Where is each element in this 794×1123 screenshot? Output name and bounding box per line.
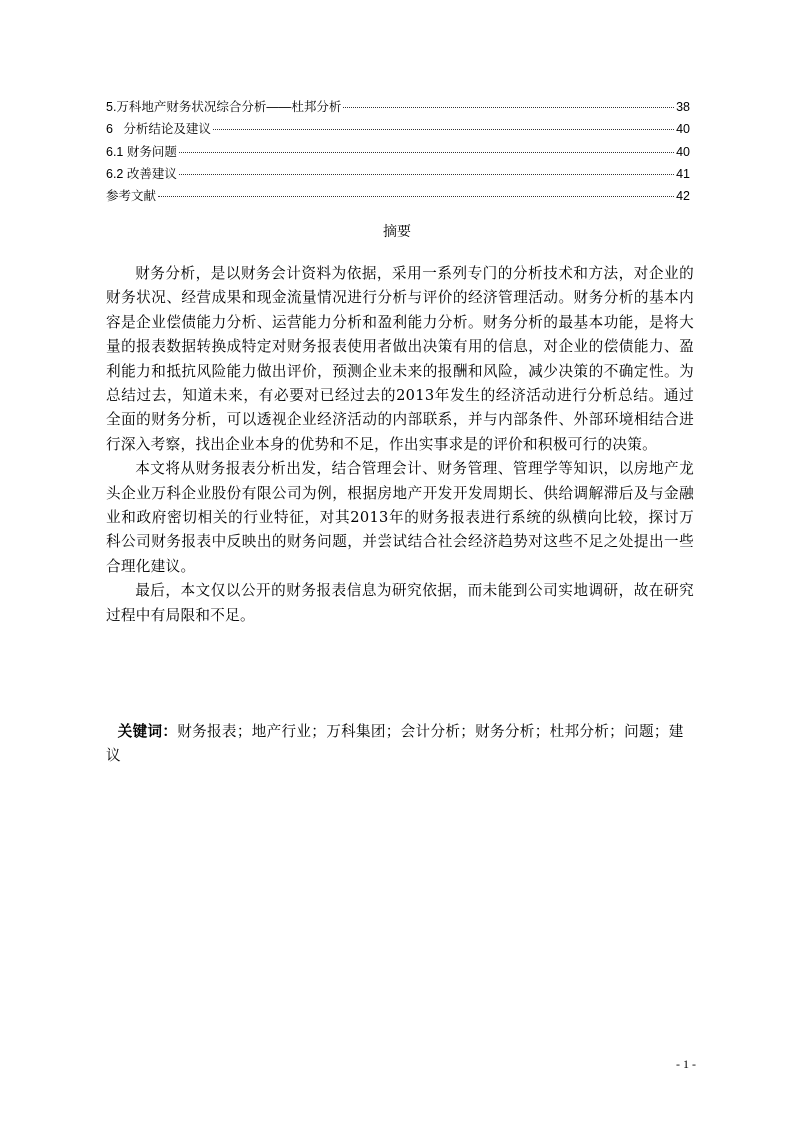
- keywords: [106, 720, 694, 769]
- page-number: - 1 -: [676, 1057, 696, 1071]
- keywords-list: 财务报表；地产行业；万科集团；会计分析；财务分析；杜邦分析；问题；建议: [106, 723, 684, 765]
- abstract-body: [106, 262, 694, 628]
- toc-entry[interactable]: [106, 164, 690, 186]
- toc-leader-dots: [343, 107, 674, 108]
- toc-entry-title: 6.2 改善建议: [106, 166, 177, 181]
- toc-leader-dots: [179, 174, 674, 175]
- toc-entry[interactable]: [106, 186, 690, 208]
- toc-entry-page: 40: [676, 122, 690, 137]
- toc-entry[interactable]: [106, 142, 690, 164]
- keywords-label: 关键词：: [117, 723, 178, 740]
- abstract-paragraph: 最后，本文仅以公开的财务报表信息为研究依据，而未能到公司实地调研，故在研究过程中有局限和不足。: [106, 582, 694, 624]
- toc-entry[interactable]: [106, 119, 690, 141]
- toc-entry-title: 6 分析结论及建议: [106, 122, 211, 137]
- toc-entry-title: 6.1 财务问题: [106, 144, 177, 159]
- toc-entry-title: 5.万科地产财务状况综合分析——杜邦分析: [106, 100, 342, 114]
- toc-leader-dots: [179, 152, 674, 153]
- abstract-title: 摘要: [383, 224, 411, 240]
- toc-entry-page: 42: [676, 189, 690, 204]
- toc-entry[interactable]: [106, 97, 690, 119]
- toc-entry-page: 40: [676, 144, 690, 159]
- toc-entry-page: 38: [676, 100, 690, 114]
- toc-entry-title: 参考文献: [106, 189, 157, 204]
- table-of-contents: [106, 97, 690, 208]
- toc-entry-page: 41: [676, 166, 690, 181]
- toc-leader-dots: [158, 196, 674, 197]
- abstract-paragraph: 本文将从财务报表分析出发，结合管理会计、财务管理、管理学等知识，以房地产龙头企业万科企业股份有限公司为例，根据房地产开发开发周期长、供给调解滞后及与金融业和政府密切相关的行业特征，对其2013年的财务报表进行系统的纵横向比较，探讨万科公司财务报表中反映出的财务问题，并尝试结合社会经济趋势对这些不足之处提出一些合理化建议。: [106, 460, 694, 575]
- toc-leader-dots: [213, 129, 674, 130]
- abstract-paragraph: 财务分析，是以财务会计资料为依据，采用一系列专门的分析技术和方法，对企业的财务状况、经营成果和现金流量情况进行分析与评价的经济管理活动。财务分析的基本内容是企业偿债能力分析、运营能力分析和盈利能力分析。财务分析的最基本功能，是将大量的报表数据转换成特定对财务报表使用者做出决策有用的信息，对企业的偿债能力、盈利能力和抵抗风险能力做出评价，预测企业未来的报酬和风险，减少决策的不确定性。为总结过去，知道未来，有必要对已经过去的2013年发生的经济活动进行分析总结。通过全面的财务分析，可以透视企业经济活动的内部联系，并与内部条件、外部环境相结合进行深入考察，找出企业本身的优势和不足，作出实事求是的评价和积极可行的决策。: [106, 265, 694, 453]
